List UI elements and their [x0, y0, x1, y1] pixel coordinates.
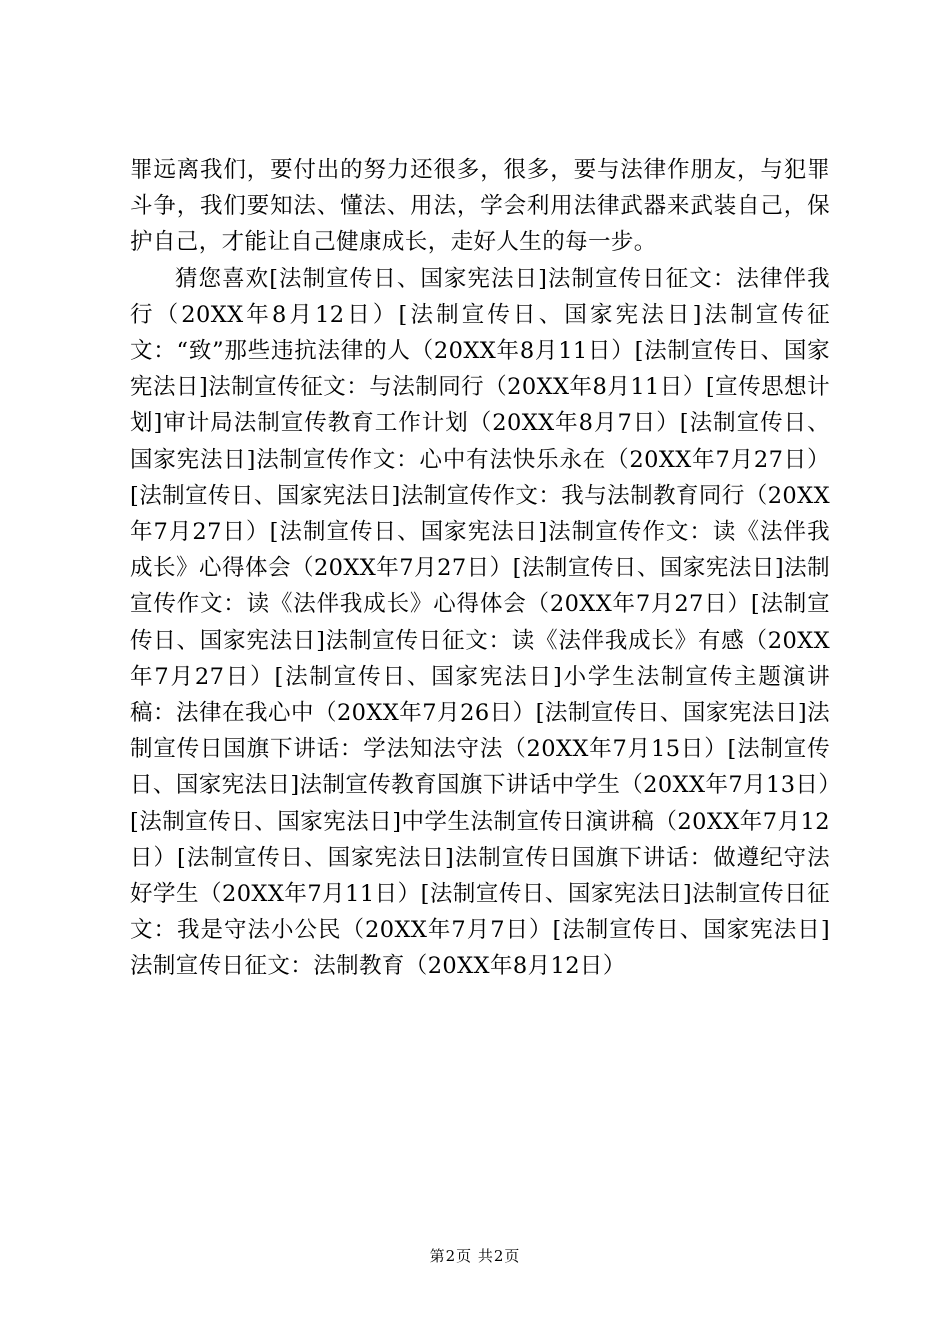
page-footer: 第2页 共2页	[429, 1247, 521, 1265]
paragraph-related-articles: 猜您喜欢[法制宣传日、国家宪法日]法制宣传日征文：法律伴我行（20XX年8月12日）[法制宣传日、国家宪法日]法制宣传征文：“致”那些违抗法律的人（20XX年8月11日）[法制宣传日、国家宪法日]法制宣传征文：与法制同行（20XX年8月11日）[宣传思想计划]审计局法制宣传教育工作计划（20XX年8月7日）[法制宣传日、国家宪法日]法制宣传作文：心中有法快乐永在（20XX年7月27日）[法制宣传日、国家宪法日]法制宣传作文：我与法制教育同行（20XX年7月27日）[法制宣传日、国家宪法日]法制宣传作文：读《法伴我成长》心得体会（20XX年7月27日）[法制宣传日、国家宪法日]法制宣传作文：读《法伴我成长》心得体会（20XX年7月27日）[法制宣传日、国家宪法日]法制宣传日征文：读《法伴我成长》有感（20XX年7月27日）[法制宣传日、国家宪法日]小学生法制宣传主题演讲稿：法律在我心中（20XX年7月26日）[法制宣传日、国家宪法日]法制宣传日国旗下讲话：学法知法守法（20XX年7月15日）[法制宣传日、国家宪法日]法制宣传教育国旗下讲话中学生（20XX年7月13日）[法制宣传日、国家宪法日]中学生法制宣传日演讲稿（20XX年7月12日）[法制宣传日、国家宪法日]法制宣传日国旗下讲话：做遵纪守法好学生（20XX年7月11日）[法制宣传日、国家宪法日]法制宣传日征文：我是守法小公民（20XX年7月7日）[法制宣传日、国家宪法日]法制宣传日征文：法制教育（20XX年8月12日）	[130, 265, 830, 980]
body-text	[130, 152, 830, 985]
paragraph-continuation: 罪远离我们，要付出的努力还很多，很多，要与法律作朋友，与犯罪斗争，我们要知法、懂法、用法，学会利用法律武器来武装自己，保护自己，才能让自己健康成长，走好人生的每一步。	[130, 157, 830, 256]
